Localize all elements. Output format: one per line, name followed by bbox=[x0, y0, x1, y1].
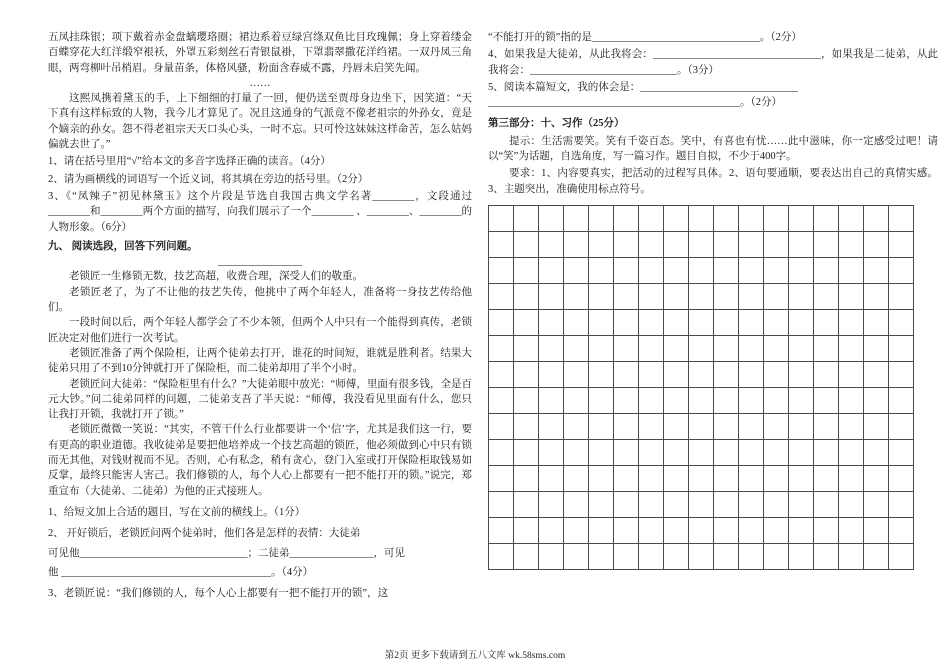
grid-cell bbox=[814, 517, 839, 543]
grid-cell bbox=[664, 231, 689, 257]
grid-cell bbox=[514, 309, 539, 335]
grid-cell bbox=[514, 387, 539, 413]
grid-cell bbox=[864, 413, 889, 439]
page-footer: 第2页 更多下载请到五八文库 wk.58sms.com bbox=[384, 651, 566, 661]
grid-cell bbox=[789, 257, 814, 283]
grid-cell bbox=[839, 361, 864, 387]
grid-cell bbox=[739, 491, 764, 517]
grid-cell bbox=[864, 361, 889, 387]
writing-hint: 提示：生活需要笑。笑有千姿百态。笑中，有喜也有忧……此中滋味，你一定感受过吧！请以“笑”为话题，自选角度，写一篇习作。题目自拟，不少于400字。 bbox=[488, 135, 938, 163]
grid-cell bbox=[814, 413, 839, 439]
grid-cell bbox=[789, 387, 814, 413]
grid-cell bbox=[514, 283, 539, 309]
grid-cell bbox=[639, 257, 664, 283]
grid-cell bbox=[714, 335, 739, 361]
grid-cell bbox=[539, 517, 564, 543]
grid-cell bbox=[864, 205, 889, 231]
grid-cell bbox=[789, 335, 814, 361]
grid-cell bbox=[639, 361, 664, 387]
grid-cell bbox=[864, 517, 889, 543]
grid-cell bbox=[814, 257, 839, 283]
grid-cell bbox=[739, 517, 764, 543]
grid-cell bbox=[714, 231, 739, 257]
grid-cell bbox=[714, 543, 739, 569]
grid-cell bbox=[714, 361, 739, 387]
grid-cell bbox=[814, 205, 839, 231]
grid-cell bbox=[839, 309, 864, 335]
grid-cell bbox=[714, 309, 739, 335]
grid-cell bbox=[789, 465, 814, 491]
grid-cell bbox=[589, 283, 614, 309]
grid-cell bbox=[764, 439, 789, 465]
grid-cell bbox=[814, 309, 839, 335]
grid-cell bbox=[514, 491, 539, 517]
grid-cell bbox=[514, 335, 539, 361]
grid-cell bbox=[764, 231, 789, 257]
grid-cell bbox=[489, 543, 514, 569]
grid-cell bbox=[614, 257, 639, 283]
grid-cell bbox=[789, 517, 814, 543]
grid-cell bbox=[764, 387, 789, 413]
grid-cell bbox=[589, 439, 614, 465]
grid-cell bbox=[589, 491, 614, 517]
question-2: 2、请为画横线的词语写一个近义词，将其填在旁边的括号里。（2分） bbox=[48, 173, 369, 185]
grid-cell bbox=[789, 543, 814, 569]
grid-cell bbox=[664, 309, 689, 335]
grid-cell bbox=[489, 231, 514, 257]
grid-cell bbox=[564, 335, 589, 361]
grid-cell bbox=[714, 205, 739, 231]
grid-cell bbox=[739, 361, 764, 387]
grid-cell bbox=[739, 309, 764, 335]
story-paragraph: 老锁匠老了，为了不让他的技艺失传，他挑中了两个年轻人，准备将一身技艺传给他们。 bbox=[48, 286, 472, 314]
grid-cell bbox=[539, 257, 564, 283]
reading-question-3: 3、老锁匠说：“我们修锁的人，每个人心上都要有一把不能打开的锁”，这 bbox=[48, 588, 389, 600]
passage-continuation: 五凤挂珠银；项下戴着赤金盘螭璎珞圈；裙边系着豆绿宫绦双鱼比目玫瑰佩；身上穿着缕金百蝶穿花大红洋缎窄裉袄，外罩五彩刻丝石青银鼠褂，下罩翡翠撒花洋绉裙。一双丹凤三角眼，两弯柳叶吊梢眉。身量苗条，体格风骚，粉面含春威不露，丹唇未启笑先闻。 bbox=[48, 32, 472, 74]
grid-cell bbox=[489, 205, 514, 231]
grid-cell bbox=[489, 283, 514, 309]
grid-cell bbox=[839, 543, 864, 569]
grid-cell bbox=[539, 491, 564, 517]
grid-cell bbox=[564, 465, 589, 491]
grid-cell bbox=[889, 309, 914, 335]
grid-cell bbox=[589, 387, 614, 413]
part-3-title: 第三部分：十、习作（25分） bbox=[488, 118, 625, 130]
grid-cell bbox=[589, 465, 614, 491]
grid-cell bbox=[664, 205, 689, 231]
grid-cell bbox=[689, 439, 714, 465]
grid-cell bbox=[539, 335, 564, 361]
grid-cell bbox=[889, 439, 914, 465]
grid-cell bbox=[639, 387, 664, 413]
xifeng-passage: 这熙凤携着黛玉的手，上下细细的打量了一回，便仍送至贾母身边坐下，因笑道：“天下真有这样标致的人物，我今儿才算见了。况且这通身的气派竟不像老祖宗的外孙女，竟是个嫡亲的孙女。怨不得老祖宗天天口头心头，一时不忘。只可怜这妹妹这样命苦，怎么姑妈偏就去世了。” bbox=[48, 93, 472, 151]
grid-cell bbox=[689, 361, 714, 387]
grid-cell bbox=[539, 413, 564, 439]
grid-cell bbox=[689, 335, 714, 361]
grid-cell bbox=[764, 361, 789, 387]
grid-cell bbox=[814, 491, 839, 517]
grid-cell bbox=[839, 439, 864, 465]
grid-cell bbox=[639, 543, 664, 569]
grid-cell bbox=[614, 231, 639, 257]
grid-cell bbox=[689, 231, 714, 257]
story-paragraph: 一段时间以后，两个年轻人都学会了不少本领，但两个人中只有一个能得到真传，老锁匠决定对他们进行一次考试。 bbox=[48, 317, 472, 344]
grid-cell bbox=[764, 491, 789, 517]
grid-cell bbox=[714, 413, 739, 439]
grid-cell bbox=[614, 309, 639, 335]
grid-cell bbox=[539, 205, 564, 231]
left-column bbox=[48, 30, 472, 601]
grid-cell bbox=[639, 309, 664, 335]
grid-cell bbox=[864, 231, 889, 257]
grid-cell bbox=[789, 309, 814, 335]
grid-cell bbox=[664, 387, 689, 413]
grid-cell bbox=[614, 413, 639, 439]
grid-cell bbox=[889, 231, 914, 257]
grid-cell bbox=[564, 283, 589, 309]
grid-cell bbox=[489, 517, 514, 543]
grid-cell bbox=[489, 361, 514, 387]
grid-cell bbox=[839, 413, 864, 439]
story-paragraph: 老锁匠问大徒弟：“保险柜里有什么？”大徒弟眼中放光：“师傅，里面有很多钱，全是百元大钞。”问二徒弟同样的问题，二徒弟支吾了半天说：“师傅，我没看见里面有什么，您只让我打开锁，我就打开了锁。” bbox=[48, 378, 472, 421]
grid-cell bbox=[664, 439, 689, 465]
grid-cell bbox=[639, 231, 664, 257]
story-paragraph: 老锁匠准备了两个保险柜，让两个徒弟去打开，谁花的时间短，谁就是胜利者。结果大徒弟只用了不到10分钟就打开了保险柜，而二徒弟却用了半个小时。 bbox=[48, 347, 472, 375]
grid-cell bbox=[664, 335, 689, 361]
grid-cell bbox=[539, 439, 564, 465]
grid-cell bbox=[739, 543, 764, 569]
grid-cell bbox=[589, 335, 614, 361]
grid-cell bbox=[564, 413, 589, 439]
grid-cell bbox=[614, 439, 639, 465]
grid-cell bbox=[739, 283, 764, 309]
grid-cell bbox=[714, 517, 739, 543]
grid-cell bbox=[814, 335, 839, 361]
grid-cell bbox=[814, 361, 839, 387]
grid-cell bbox=[514, 543, 539, 569]
grid-cell bbox=[639, 283, 664, 309]
grid-cell bbox=[764, 257, 789, 283]
grid-cell bbox=[864, 309, 889, 335]
grid-cell bbox=[564, 309, 589, 335]
grid-cell bbox=[739, 413, 764, 439]
grid-cell bbox=[739, 231, 764, 257]
grid-cell bbox=[839, 335, 864, 361]
grid-cell bbox=[889, 205, 914, 231]
grid-cell bbox=[489, 335, 514, 361]
grid-cell bbox=[789, 413, 814, 439]
grid-cell bbox=[889, 257, 914, 283]
grid-cell bbox=[539, 543, 564, 569]
grid-cell bbox=[764, 205, 789, 231]
grid-cell bbox=[514, 361, 539, 387]
grid-cell bbox=[539, 283, 564, 309]
grid-cell bbox=[814, 387, 839, 413]
grid-cell bbox=[764, 309, 789, 335]
grid-cell bbox=[514, 231, 539, 257]
grid-cell bbox=[714, 387, 739, 413]
grid-cell bbox=[839, 205, 864, 231]
grid-cell bbox=[864, 465, 889, 491]
grid-cell bbox=[689, 517, 714, 543]
grid-cell bbox=[564, 543, 589, 569]
grid-cell bbox=[614, 361, 639, 387]
grid-cell bbox=[514, 413, 539, 439]
grid-cell bbox=[664, 543, 689, 569]
grid-cell bbox=[564, 491, 589, 517]
grid-cell bbox=[564, 517, 589, 543]
grid-cell bbox=[539, 231, 564, 257]
grid-cell bbox=[689, 309, 714, 335]
grid-cell bbox=[739, 439, 764, 465]
grid-cell bbox=[764, 465, 789, 491]
grid-cell bbox=[689, 387, 714, 413]
grid-cell bbox=[739, 335, 764, 361]
grid-cell bbox=[614, 205, 639, 231]
grid-cell bbox=[889, 283, 914, 309]
grid-cell bbox=[639, 413, 664, 439]
right-column bbox=[488, 30, 938, 570]
grid-cell bbox=[889, 465, 914, 491]
grid-cell bbox=[614, 387, 639, 413]
grid-cell bbox=[664, 517, 689, 543]
grid-cell bbox=[589, 309, 614, 335]
grid-cell bbox=[514, 439, 539, 465]
grid-cell bbox=[664, 491, 689, 517]
grid-cell bbox=[589, 257, 614, 283]
grid-cell bbox=[489, 491, 514, 517]
story-paragraph: 老锁匠一生修锁无数，技艺高超，收费合理，深受人们的敬重。 bbox=[69, 271, 363, 283]
grid-cell bbox=[789, 491, 814, 517]
grid-cell bbox=[839, 517, 864, 543]
grid-cell bbox=[839, 283, 864, 309]
reading-question-1: 1、给短文加上合适的题目，写在文前的横线上。（1分） bbox=[48, 506, 306, 518]
question-3: 3、《“凤辣子”初见林黛玉》这个片段是节选自我国古典文学名著________，文段通过________和________两个方面的描写，向我们展示了一个________ 、________、________的人物形象。（6分） bbox=[48, 190, 472, 233]
reading-question-2-line1: 2、 开好锁后，老锁匠问两个徒弟时，他们各是怎样的表情：大徒弟 bbox=[48, 528, 361, 540]
grid-cell bbox=[789, 205, 814, 231]
grid-cell bbox=[539, 465, 564, 491]
grid-cell bbox=[714, 491, 739, 517]
grid-cell bbox=[789, 361, 814, 387]
reading-question-5-line1: 5、阅读本篇短文，我的体会是：______________________________ bbox=[488, 81, 798, 93]
grid-cell bbox=[664, 283, 689, 309]
grid-cell bbox=[889, 491, 914, 517]
grid-cell bbox=[864, 257, 889, 283]
grid-cell bbox=[739, 257, 764, 283]
grid-cell bbox=[864, 439, 889, 465]
grid-cell bbox=[639, 205, 664, 231]
grid-cell bbox=[789, 439, 814, 465]
grid-cell bbox=[764, 413, 789, 439]
grid-cell bbox=[564, 205, 589, 231]
ellipsis-line: …… bbox=[249, 77, 271, 89]
grid-cell bbox=[664, 413, 689, 439]
grid-cell bbox=[664, 257, 689, 283]
grid-cell bbox=[739, 387, 764, 413]
grid-cell bbox=[814, 231, 839, 257]
grid-cell bbox=[639, 439, 664, 465]
grid-cell bbox=[689, 413, 714, 439]
grid-cell bbox=[689, 205, 714, 231]
grid-cell bbox=[589, 361, 614, 387]
grid-cell bbox=[514, 257, 539, 283]
reading-question-4: 4、如果我是大徒弟，从此我将会：________________________________，如果我是二徒弟，从此我将会：____________________________。（3分） bbox=[488, 49, 938, 76]
grid-cell bbox=[614, 283, 639, 309]
grid-cell bbox=[514, 465, 539, 491]
grid-cell bbox=[889, 543, 914, 569]
grid-cell bbox=[639, 517, 664, 543]
grid-cell bbox=[689, 465, 714, 491]
grid-cell bbox=[639, 465, 664, 491]
grid-cell bbox=[489, 465, 514, 491]
grid-cell bbox=[514, 205, 539, 231]
grid-cell bbox=[814, 283, 839, 309]
grid-cell bbox=[539, 361, 564, 387]
grid-cell bbox=[789, 231, 814, 257]
question-1: 1、请在括号里用“√”给本文的多音字选择正确的读音。（4分） bbox=[48, 156, 331, 168]
grid-cell bbox=[564, 231, 589, 257]
grid-cell bbox=[714, 283, 739, 309]
grid-cell bbox=[864, 491, 889, 517]
section-9-title: 九、 阅读选段，回答下列问题。 bbox=[48, 240, 198, 252]
grid-cell bbox=[814, 543, 839, 569]
reading-question-2-line2: 可见他________________________________；二徒弟________________，可见 bbox=[48, 547, 405, 559]
grid-cell bbox=[489, 257, 514, 283]
grid-cell bbox=[739, 205, 764, 231]
grid-cell bbox=[489, 309, 514, 335]
grid-cell bbox=[539, 309, 564, 335]
grid-cell bbox=[889, 413, 914, 439]
grid-cell bbox=[564, 439, 589, 465]
grid-cell bbox=[689, 283, 714, 309]
grid-cell bbox=[814, 439, 839, 465]
grid-cell bbox=[839, 465, 864, 491]
grid-cell bbox=[739, 465, 764, 491]
grid-cell bbox=[614, 491, 639, 517]
grid-cell bbox=[839, 387, 864, 413]
reading-question-5-line2: ________________________________________________。（2分） bbox=[488, 97, 782, 109]
grid-cell bbox=[839, 257, 864, 283]
reading-question-2-line3: 他 ________________________________________。（4分） bbox=[48, 566, 314, 578]
grid-cell bbox=[764, 543, 789, 569]
grid-cell bbox=[789, 283, 814, 309]
grid-cell bbox=[514, 517, 539, 543]
grid-cell bbox=[864, 335, 889, 361]
grid-cell bbox=[864, 283, 889, 309]
reading-question-3-continued: “不能打开的锁”指的是________________________________。（2分） bbox=[488, 32, 802, 43]
grid-cell bbox=[689, 543, 714, 569]
story-title-blank: ________________ bbox=[218, 256, 302, 268]
grid-cell bbox=[589, 205, 614, 231]
grid-cell bbox=[689, 491, 714, 517]
composition-grid-body bbox=[489, 205, 914, 569]
grid-cell bbox=[839, 231, 864, 257]
story-paragraph: 老锁匠微微一笑说：“其实，不管干什么行业都要讲一个‘信’字，尤其是我们这一行，要有更高的职业道德。我收徒弟是要把他培养成一个技艺高超的锁匠，他必须做到心中只有锁而无其他，对钱财视而不见。否则，心有私念，稍有贪心，登门入室或打开保险柜取钱易如反掌，最终只能害人害己。我们修锁的人，每个人心上都要有一把不能打开的锁。”说完，郑重宣布（大徒弟、二徒弟）为他的正式接班人。 bbox=[48, 424, 472, 497]
grid-cell bbox=[764, 335, 789, 361]
grid-cell bbox=[664, 465, 689, 491]
grid-cell bbox=[889, 387, 914, 413]
grid-cell bbox=[889, 517, 914, 543]
grid-cell bbox=[539, 387, 564, 413]
grid-cell bbox=[614, 517, 639, 543]
grid-cell bbox=[489, 387, 514, 413]
grid-cell bbox=[814, 465, 839, 491]
grid-cell bbox=[889, 335, 914, 361]
grid-cell bbox=[564, 387, 589, 413]
grid-cell bbox=[614, 335, 639, 361]
grid-cell bbox=[714, 465, 739, 491]
writing-requirements: 要求：1、内容要真实，把活动的过程写具体。2、语句要通顺，要表达出自己的真情实感。3、主题突出，准确使用标点符号。 bbox=[488, 168, 938, 195]
grid-cell bbox=[689, 257, 714, 283]
grid-cell bbox=[564, 257, 589, 283]
grid-cell bbox=[589, 413, 614, 439]
grid-cell bbox=[864, 387, 889, 413]
grid-cell bbox=[614, 543, 639, 569]
grid-cell bbox=[864, 543, 889, 569]
grid-cell bbox=[764, 517, 789, 543]
grid-cell bbox=[589, 231, 614, 257]
grid-cell bbox=[639, 335, 664, 361]
grid-cell bbox=[839, 491, 864, 517]
grid-cell bbox=[614, 465, 639, 491]
grid-cell bbox=[489, 413, 514, 439]
grid-cell bbox=[489, 439, 514, 465]
grid-cell bbox=[714, 257, 739, 283]
composition-grid bbox=[488, 205, 914, 570]
grid-cell bbox=[714, 439, 739, 465]
grid-cell bbox=[664, 361, 689, 387]
grid-cell bbox=[764, 283, 789, 309]
grid-cell bbox=[564, 361, 589, 387]
grid-cell bbox=[589, 543, 614, 569]
grid-cell bbox=[889, 361, 914, 387]
grid-cell bbox=[589, 517, 614, 543]
grid-cell bbox=[639, 491, 664, 517]
